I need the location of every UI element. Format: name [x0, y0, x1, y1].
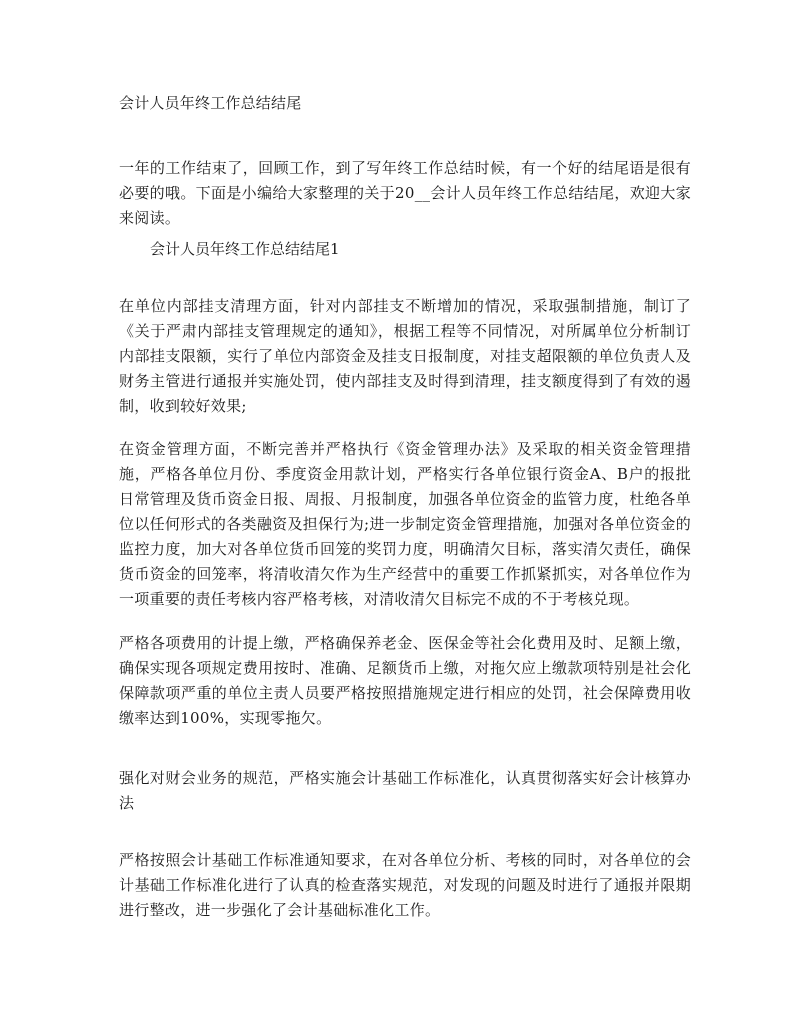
section-heading: 会计人员年终工作总结结尾1 [150, 240, 340, 258]
document-title: 会计人员年终工作总结结尾 [119, 94, 302, 112]
body-paragraph-fund-management: 在资金管理方面，不断完善并严格执行《资金管理办法》及采取的相关资金管理措施，严格各单位月份、季度资金用款计划，严格实行各单位银行资金A、B户的报批日常管理及货币资金日报、周报、月报制度，加强各单位资金的监管力度，杜绝各单位以任何形式的各类融资及担保行为;进一步制定资金管理措施，加强对各单位资金的监控力度，加大对各单位货币回笼的奖罚力度，明确清欠目标，落实清欠责任，确保货币资金的回笼率，将清收清欠作为生产经营中的重要工作抓紧抓实，对各单位作为一项重要的责任考核内容严格考核，对清收清欠目标完不成的不于考核兑现。 [119, 440, 691, 608]
intro-paragraph: 一年的工作结束了，回顾工作，到了写年终工作总结时候，有一个好的结尾语是很有必要的哦。下面是小编给大家整理的关于20__会计人员年终工作总结结尾，欢迎大家来阅读。 [119, 159, 691, 227]
body-paragraph-basic-work-standards: 严格按照会计基础工作标准通知要求，在对各单位分析、考核的同时，对各单位的会计基础工作标准化进行了认真的检查落实规范，对发现的问题及时进行了通报并限期进行整改，进一步强化了会计基础标准化工作。 [119, 851, 691, 919]
body-paragraph-internal-advances: 在单位内部挂支清理方面，针对内部挂支不断增加的情况，采取强制措施，制订了《关于严肃内部挂支管理规定的通知》，根据工程等不同情况，对所属单位分析制订内部挂支限额，实行了单位内部资金及挂支日报制度，对挂支超限额的单位负责人及财务主管进行通报并实施处罚，使内部挂支及时得到清理，挂支额度得到了有效的遏制，收到较好效果; [119, 297, 691, 415]
body-paragraph-accounting-standardization: 强化对财会业务的规范，严格实施会计基础工作标准化，认真贯彻落实好会计核算办法 [119, 769, 691, 812]
body-paragraph-fee-payment: 严格各项费用的计提上缴，严格确保养老金、医保金等社会化费用及时、足额上缴，确保实现各项规定费用按时、准确、足额货币上缴，对拖欠应上缴款项特别是社会化保障款项严重的单位主责人员要严格按照措施规定进行相应的处罚，社会保障费用收缴率达到100%，实现零拖欠。 [119, 634, 691, 727]
